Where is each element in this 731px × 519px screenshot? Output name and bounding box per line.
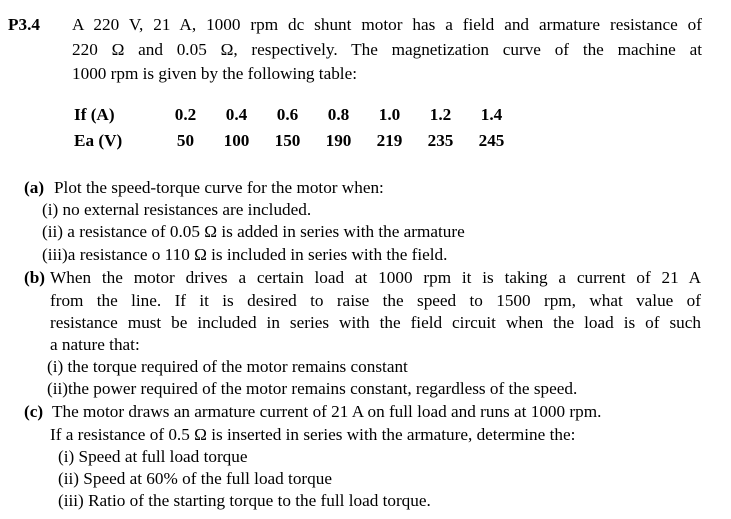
table-cell: 150 xyxy=(274,131,301,150)
part-b-line-3: resistance must be included in series with the field circuit when the load is of such xyxy=(50,313,701,332)
part-c-line-1: The motor draws an armature current of 21 A on full load and runs at 1000 rpm. xyxy=(52,402,602,421)
part-a-label: (a) xyxy=(24,178,45,197)
part-b-item-2: (ii)the power required of the motor remains constant, regardless of the speed. xyxy=(47,379,578,398)
part-a-item-3: (iii)a resistance o 110 Ω is included in series with the field. xyxy=(42,245,448,264)
table-cell: 0.2 xyxy=(174,105,197,124)
table-cell: 1.4 xyxy=(480,105,503,124)
table-cell: 235 xyxy=(427,131,454,150)
part-c-line-2: If a resistance of 0.5 Ω is inserted in series with the armature, determine the: xyxy=(50,425,576,444)
table-cell: 0.6 xyxy=(276,105,299,124)
part-b-line-2: from the line. If it is desired to raise the speed to 1500 rpm, what value of xyxy=(50,291,701,310)
table-cell: 1.0 xyxy=(378,105,401,124)
part-a-text: Plot the speed-torque curve for the motor when: xyxy=(54,178,384,197)
table-cell: 100 xyxy=(223,131,250,150)
table-cell: 50 xyxy=(176,131,195,150)
part-a-item-1: (i) no external resistances are included. xyxy=(42,200,312,219)
problem-intro-line-1: A 220 V, 21 A, 1000 rpm dc shunt motor has a field and armature resistance of xyxy=(72,15,702,34)
table-row xyxy=(74,102,517,128)
table-cell: 0.4 xyxy=(225,105,248,124)
part-c-item-1: (i) Speed at full load torque xyxy=(58,447,248,466)
table-row xyxy=(74,128,517,154)
part-b-label: (b) xyxy=(24,268,46,287)
problem-intro-line-2: 220 Ω and 0.05 Ω, respectively. The magnetization curve of the machine at xyxy=(72,40,702,59)
problem-intro-line-3: 1000 rpm is given by the following table: xyxy=(72,64,357,83)
magnetization-table xyxy=(74,102,517,154)
table-cell: 245 xyxy=(478,131,505,150)
part-b-item-1: (i) the torque required of the motor remains constant xyxy=(47,357,408,376)
part-c-label: (c) xyxy=(24,402,44,421)
table-cell: 1.2 xyxy=(429,105,452,124)
row-label-if: If (A) xyxy=(74,105,115,124)
part-c-item-2: (ii) Speed at 60% of the full load torque xyxy=(58,469,332,488)
table-cell: 0.8 xyxy=(327,105,350,124)
problem-number: P3.4 xyxy=(8,15,40,34)
part-c-item-3: (iii) Ratio of the starting torque to the full load torque. xyxy=(58,491,431,510)
part-b-line-4: a nature that: xyxy=(50,335,140,354)
row-label-ea: Ea (V) xyxy=(74,131,123,150)
part-b-line-1: When the motor drives a certain load at 1000 rpm it is taking a current of 21 A xyxy=(50,268,701,287)
part-a-item-2: (ii) a resistance of 0.05 Ω is added in series with the armature xyxy=(42,222,465,241)
table-cell: 219 xyxy=(376,131,403,150)
table-cell: 190 xyxy=(325,131,352,150)
